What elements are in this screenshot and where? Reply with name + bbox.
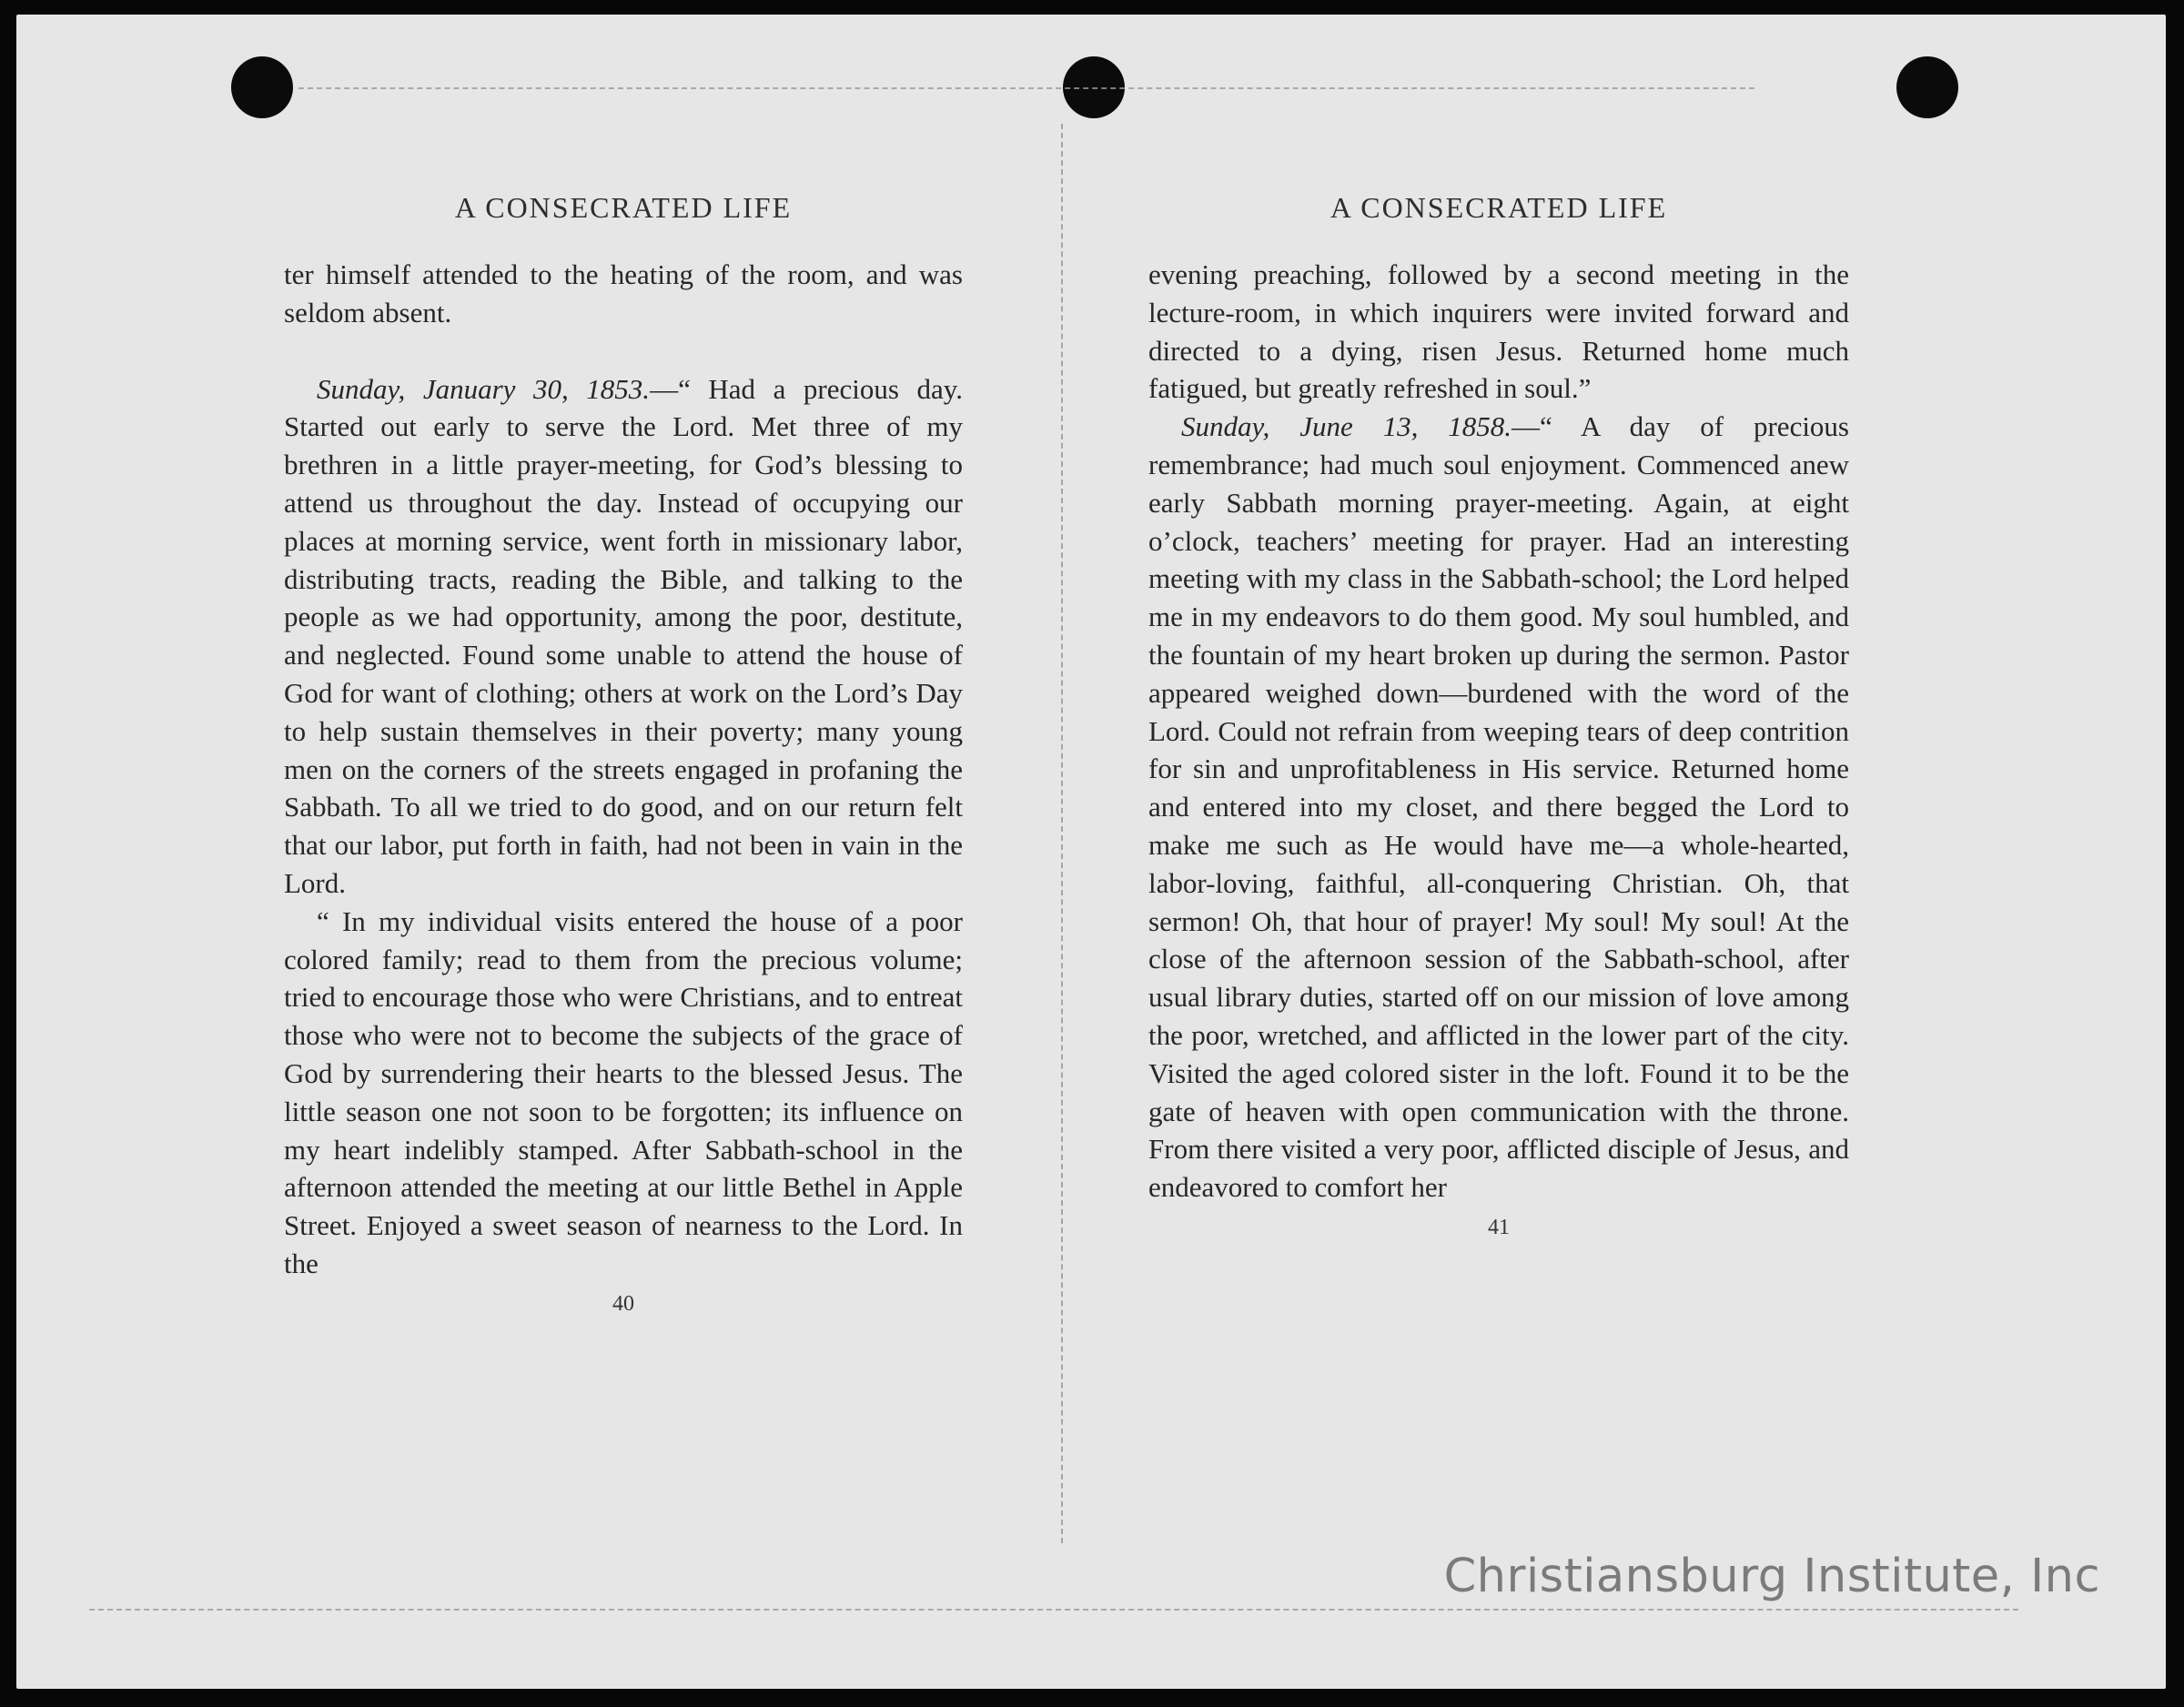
- top-fold-line: [298, 87, 1754, 89]
- left-page-number: 40: [612, 1291, 634, 1316]
- paragraph-text: evening preaching, followed by a second meeting in the lecture-room, in which inquirers were invited forward and directed to a dying, risen Jesus. Returned home much fatigued, but greatly refreshed in soul.”: [1148, 258, 1849, 405]
- right-page: [1148, 191, 1849, 1240]
- left-paragraph-2: [284, 370, 963, 903]
- paragraph-text: —“ Had a precious day. Started out early to serve the Lord. Met three of my brethren in a little prayer-meeting, for God’s blessing to attend us throughout the day. Instead of occupying our places at morning service, went forth in missionary labor, distributing tracts, reading the Bible, and talking to the people as we had opportunity, among the poor, destitute, and neglected. Found some unable to attend the house of God for want of clothing; others at work on the Lord’s Day to help sustain themselves in their poverty; many young men on the corners of the streets engaged in profaning the Sabbath. To all we tried to do good, and on our return felt that our labor, put forth in faith, had not been in vain in the Lord.: [284, 372, 963, 899]
- left-page: [284, 191, 963, 1317]
- watermark: Christiansburg Institute, Inc: [1443, 1550, 2100, 1603]
- center-gutter-line: [1061, 124, 1063, 1543]
- left-paragraph-3: [284, 903, 963, 1283]
- right-paragraph-1: [1148, 256, 1849, 408]
- right-paragraph-2: [1148, 408, 1849, 1207]
- punch-hole-left: [231, 56, 293, 118]
- left-paragraph-1: [284, 256, 963, 332]
- punch-hole-right: [1896, 56, 1958, 118]
- paragraph-text: “ In my individual visits entered the house of a poor colored family; read to them from the precious volume; tried to encourage those who were Christians, and to entreat those who were not to become the subjects of the grace of God by surrendering their hearts to the blessed Jesus. The little season one not soon to be forgotten; its influence on my heart indelibly stamped. After Sabbath-school in the afternoon attended the meeting at our little Bethel in Apple Street. Enjoyed a sweet season of nearness to the Lord. In the: [284, 904, 963, 1279]
- bottom-fold-line: [89, 1609, 2018, 1611]
- entry-date: Sunday, June 13, 1858.: [1181, 410, 1512, 443]
- entry-date: Sunday, January 30, 1853.: [317, 372, 651, 405]
- right-running-head: A CONSECRATED LIFE: [1330, 191, 1668, 224]
- paragraph-text: ter himself attended to the heating of the room, and was seldom absent.: [284, 258, 963, 328]
- right-page-number: 41: [1488, 1215, 1510, 1239]
- paragraph-text: —“ A day of precious remembrance; had much soul enjoyment. Commenced anew early Sabbath morning prayer-meeting. Again, at eight o’clock, teachers’ meeting for prayer. Had an interesting meeting with my class in the Sabbath-school; the Lord helped me in my endeavors to do them good. My soul humbled, and the fountain of my heart broken up during the sermon. Pastor appeared weighed down—burdened with the word of the Lord. Could not refrain from weeping tears of deep contrition for sin and unprofitableness in His service. Returned home and entered into my closet, and there begged the Lord to make me such as He would have me—a whole-hearted, labor-loving, faithful, all-conquering Christian. Oh, that sermon! Oh, that hour of prayer! My soul! My soul! At the close of the afternoon session of the Sabbath-school, after usual library duties, started off on our mission of love among the poor, wretched, and afflicted in the lower part of the city. Visited the aged colored sister in the loft. Found it to be the gate of heaven with open communication with the throne. From there visited a very poor, afflicted disciple of Jesus, and endeavored to comfort her: [1148, 410, 1849, 1204]
- left-running-head: A CONSECRATED LIFE: [454, 191, 793, 224]
